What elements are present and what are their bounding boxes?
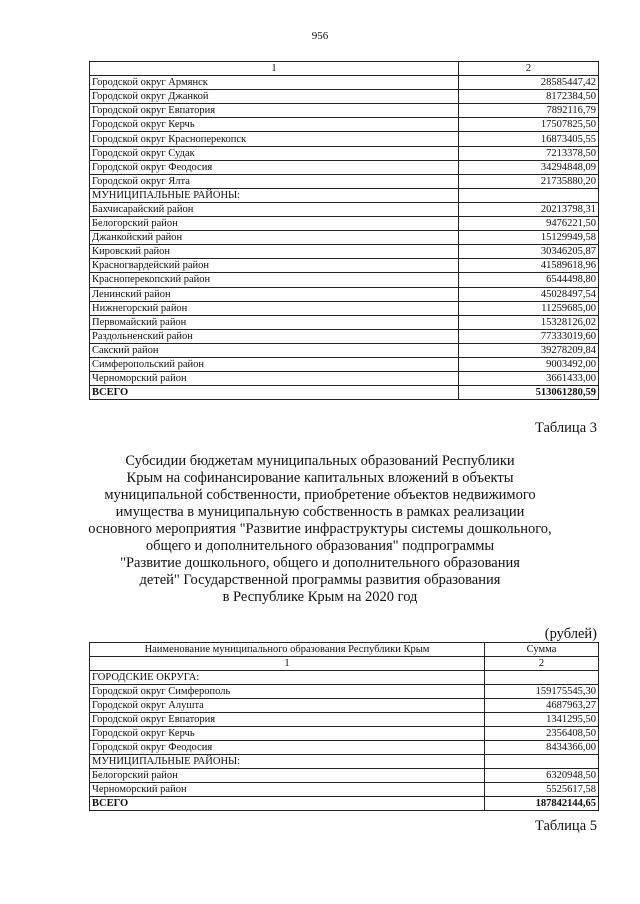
total-row	[90, 797, 599, 811]
table-row	[90, 160, 599, 174]
amount-cell: 34294848,09	[459, 160, 599, 174]
municipality-name-cell: Городской округ Керчь	[90, 727, 485, 741]
total-amount-cell: 513061280,59	[459, 386, 599, 400]
amount-cell: 7213378,50	[459, 146, 599, 160]
column-number-cell: 1	[90, 62, 459, 76]
municipality-name-cell: ГОРОДСКИЕ ОКРУГА:	[90, 671, 485, 685]
municipality-name-cell: Городской округ Судак	[90, 146, 459, 160]
page-number: 956	[311, 30, 329, 42]
municipality-name-cell: Городской округ Джанкой	[90, 90, 459, 104]
municipality-name-cell: Кировский район	[90, 245, 459, 259]
total-label-cell: ВСЕГО	[90, 386, 459, 400]
amount-cell: 9476221,50	[459, 217, 599, 231]
municipality-name-cell: МУНИЦИПАЛЬНЫЕ РАЙОНЫ:	[90, 188, 459, 202]
table-row	[90, 301, 599, 315]
table-row	[90, 372, 599, 386]
total-amount-cell: 187842144,65	[485, 797, 599, 811]
column-number-cell: 2	[459, 62, 599, 76]
table-row	[90, 315, 599, 329]
municipality-name-cell: Сакский район	[90, 343, 459, 357]
column-header-cell: Сумма	[485, 643, 599, 657]
amount-cell	[459, 188, 599, 202]
amount-cell: 9003492,00	[459, 357, 599, 371]
municipality-name-cell: Джанкойский район	[90, 231, 459, 245]
table-row	[90, 231, 599, 245]
amount-cell: 11259685,00	[459, 301, 599, 315]
municipality-name-cell: Городской округ Феодосия	[90, 160, 459, 174]
amount-cell: 21735880,20	[459, 174, 599, 188]
table-row	[90, 146, 599, 160]
amount-cell: 159175545,30	[485, 685, 599, 699]
municipality-name-cell: Черноморский район	[90, 372, 459, 386]
column-number-cell: 1	[90, 657, 485, 671]
heading-line: Субсидии бюджетам муниципальных образований Республики	[125, 453, 515, 469]
total-row	[90, 386, 599, 400]
table-row	[90, 357, 599, 371]
amount-cell: 7892116,79	[459, 104, 599, 118]
table-row	[90, 174, 599, 188]
units-label: (рублей)	[544, 626, 597, 642]
amount-cell: 2356408,50	[485, 727, 599, 741]
table-row	[90, 118, 599, 132]
table-number-row	[90, 657, 599, 671]
municipality-name-cell: Красногвардейский район	[90, 259, 459, 273]
municipality-name-cell: Городской округ Симферополь	[90, 685, 485, 699]
heading-line: "Развитие дошкольного, общего и дополнительного образования	[120, 555, 520, 571]
municipality-name-cell: Городской округ Евпатория	[90, 713, 485, 727]
table-row	[90, 245, 599, 259]
amount-cell	[485, 671, 599, 685]
table-row	[90, 76, 599, 90]
municipality-name-cell: Белогорский район	[90, 769, 485, 783]
municipality-name-cell: Городской округ Армянск	[90, 76, 459, 90]
amount-cell: 3661433,00	[459, 372, 599, 386]
table-row	[90, 783, 599, 797]
table-row	[90, 329, 599, 343]
heading-line: в Республике Крым на 2020 год	[222, 589, 418, 605]
municipality-name-cell: Городской округ Керчь	[90, 118, 459, 132]
table-row	[90, 343, 599, 357]
municipality-name-cell: Городской округ Алушта	[90, 699, 485, 713]
amount-cell: 8434366,00	[485, 741, 599, 755]
municipality-name-cell: Городской округ Ялта	[90, 174, 459, 188]
municipality-name-cell: МУНИЦИПАЛЬНЫЕ РАЙОНЫ:	[90, 755, 485, 769]
table-row	[90, 755, 599, 769]
amount-cell: 17507825,50	[459, 118, 599, 132]
amount-cell: 6544498,80	[459, 273, 599, 287]
amount-cell: 6320948,50	[485, 769, 599, 783]
municipality-name-cell: Красноперекопский район	[90, 273, 459, 287]
municipality-name-cell: Нижнегорский район	[90, 301, 459, 315]
municipality-name-cell: Раздольненский район	[90, 329, 459, 343]
municipality-name-cell: Первомайский район	[90, 315, 459, 329]
amount-cell: 4687963,27	[485, 699, 599, 713]
column-number-cell: 2	[485, 657, 599, 671]
heading-line: Крым на софинансирование капитальных вложений в объекты	[126, 470, 514, 486]
amount-cell: 30346205,87	[459, 245, 599, 259]
municipality-name-cell: Городской округ Евпатория	[90, 104, 459, 118]
amount-cell: 8172384,50	[459, 90, 599, 104]
table-row	[90, 769, 599, 783]
table-row	[90, 671, 599, 685]
total-label-cell: ВСЕГО	[90, 797, 485, 811]
amount-cell: 20213798,31	[459, 202, 599, 216]
heading-line: муниципальной собственности, приобретение объектов недвижимого	[104, 487, 536, 503]
table-row	[90, 727, 599, 741]
table-row	[90, 259, 599, 273]
municipality-name-cell: Ленинский район	[90, 287, 459, 301]
table-row	[90, 273, 599, 287]
table-header-row	[90, 643, 599, 657]
heading-line: детей" Государственной программы развития образования	[139, 572, 501, 588]
amount-cell	[485, 755, 599, 769]
amount-cell: 41589618,96	[459, 259, 599, 273]
table-3-caption: Таблица 3	[534, 420, 597, 436]
table-row	[90, 90, 599, 104]
amount-cell: 39278209,84	[459, 343, 599, 357]
table-row	[90, 699, 599, 713]
heading-line: общего и дополнительного образования" подпрограммы	[145, 538, 495, 554]
amount-cell: 45028497,54	[459, 287, 599, 301]
municipality-name-cell: Белогорский район	[90, 217, 459, 231]
amount-cell: 28585447,42	[459, 76, 599, 90]
amount-cell: 15129949,58	[459, 231, 599, 245]
amount-cell: 77333019,60	[459, 329, 599, 343]
amount-cell: 16873405,55	[459, 132, 599, 146]
heading-line: имущества в муниципальную собственность в рамках реализации	[115, 504, 525, 520]
municipality-name-cell: Симферопольский район	[90, 357, 459, 371]
table-3-heading	[60, 453, 580, 606]
heading-line: основного мероприятия "Развитие инфраструктуры системы дошкольного,	[88, 521, 552, 537]
table-row	[90, 132, 599, 146]
municipality-name-cell: Городской округ Феодосия	[90, 741, 485, 755]
table-row	[90, 741, 599, 755]
table-row	[90, 217, 599, 231]
table-row	[90, 188, 599, 202]
table-header-row	[90, 62, 599, 76]
table-row	[90, 202, 599, 216]
municipality-name-cell: Черноморский район	[90, 783, 485, 797]
amount-cell: 5525617,58	[485, 783, 599, 797]
municipality-name-cell: Бахчисарайский район	[90, 202, 459, 216]
table-row	[90, 287, 599, 301]
municipality-name-cell: Городской округ Красноперекопск	[90, 132, 459, 146]
table-5-caption: Таблица 5	[534, 818, 597, 834]
table-3	[89, 642, 599, 811]
amount-cell: 15328126,02	[459, 315, 599, 329]
column-header-cell: Наименование муниципального образования Республики Крым	[90, 643, 485, 657]
table-row	[90, 104, 599, 118]
table-row	[90, 713, 599, 727]
table-row	[90, 685, 599, 699]
amount-cell: 1341295,50	[485, 713, 599, 727]
table-1	[89, 61, 599, 400]
